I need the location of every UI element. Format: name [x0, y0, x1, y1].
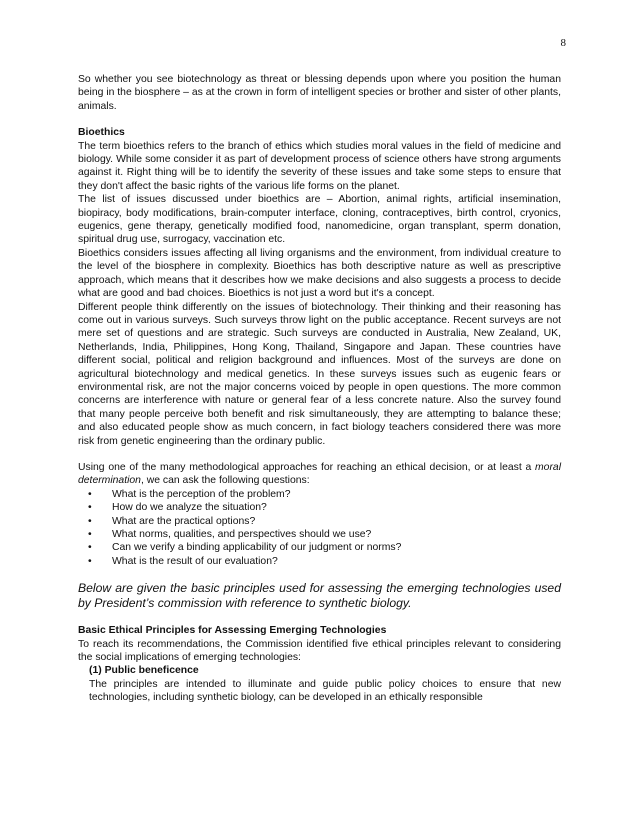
- list-item: • What are the practical options?: [88, 515, 561, 528]
- list-item: • What is the result of our evaluation?: [88, 555, 561, 568]
- list-item: • What is the perception of the problem?: [88, 488, 561, 501]
- bioethics-paragraph: The list of issues discussed under bioethics are – Abortion, animal rights, artificial insemination, biopiracy, body modifications, brain-computer interface, cloning, contraceptives, birth control, cryonics, eugenics, gene therapy, genetically modified food, nanomedicine, organ transplant, sperm donation, spiritual drug use, surrogacy, vaccination etc.: [78, 194, 561, 246]
- list-item: • Can we verify a binding applicability of our judgment or norms?: [88, 541, 561, 554]
- intro-paragraph: So whether you see biotechnology as threat or blessing depends upon where you position the human being in the biosphere – as at the crown in form of intelligent species or brother and sister of other plants, animals.: [78, 74, 561, 112]
- public-beneficence-heading: (1) Public beneficence: [89, 665, 199, 677]
- bioethics-paragraph: Bioethics considers issues affecting all living organisms and the environment, from individual creature to the level of the biosphere in complexity. Bioethics has both descriptive nature as well as prescriptive approach, which means that it describes how we make decisions and also suggests a process to decide what are good and bad choices. Bioethics is not just a word but it's a concept.: [78, 247, 561, 300]
- bioethics-paragraph: The term bioethics refers to the branch of ethics which studies moral values in the field of medicine and biology. While some consider it as part of development process of science others have strong arguments against it. Right thing will be to identify the severity of these issues and take some steps to ensure that they don't affect the basic rights of the various life forms on the planet.: [78, 140, 561, 192]
- list-item: • What norms, qualities, and perspectives should we use?: [88, 528, 561, 541]
- principles-intro: Below are given the basic principles used for assessing the emerging technologies used by President’s commission with reference to synthetic biology.: [78, 581, 561, 611]
- question-list: [78, 488, 561, 568]
- list-item: • How do we analyze the situation?: [88, 501, 561, 514]
- bioethics-heading: Bioethics: [78, 127, 125, 139]
- public-beneficence-text: The principles are intended to illuminate and guide public policy choices to ensure that new technologies, including synthetic biology, can be developed in an ethically responsible: [89, 678, 561, 704]
- page-number: 8: [560, 37, 566, 49]
- principles-heading: Basic Ethical Principles for Assessing Emerging Technologies: [78, 625, 387, 637]
- principles-text: To reach its recommendations, the Commission identified five ethical principles relevant to considering the social implications of emerging technologies:: [78, 638, 561, 664]
- document-body: [78, 73, 561, 705]
- method-intro-emphasis: moral determination: [78, 461, 561, 487]
- method-intro-text: Using one of the many methodological approaches for reaching an ethical decision, or at least a: [78, 461, 536, 473]
- method-intro-text-end: , we can ask the following questions:: [140, 475, 310, 487]
- bioethics-paragraph: Different people think differently on the issues of biotechnology. Their thinking and their reasoning has come out in various surveys. Such surveys throw light on the public acceptance. Recent surveys are not mere set of questions and are strategic. Such surveys are conducted in Australia, New Zealand, UK, Netherlands, India, Philippines, Hong Kong, Thailand, Singapore and Japan. These countries have different social, political and religion background and influences. Most of the surveys are done on agricultural biotechnology and medical genetics. In these surveys issues such as eugenic fears or environmental risk, are not the major concerns voiced by people in open questions. The more common concerns are interference with nature or general fear of a less concrete nature. Also the survey found that many people perceive both benefit and risk simultaneously, they are attempting to balance these; and also educated people show as much concern, in fact biology teachers considered there was more risk from genetic engineering than the ordinary public.: [78, 301, 561, 447]
- method-intro: [78, 461, 561, 488]
